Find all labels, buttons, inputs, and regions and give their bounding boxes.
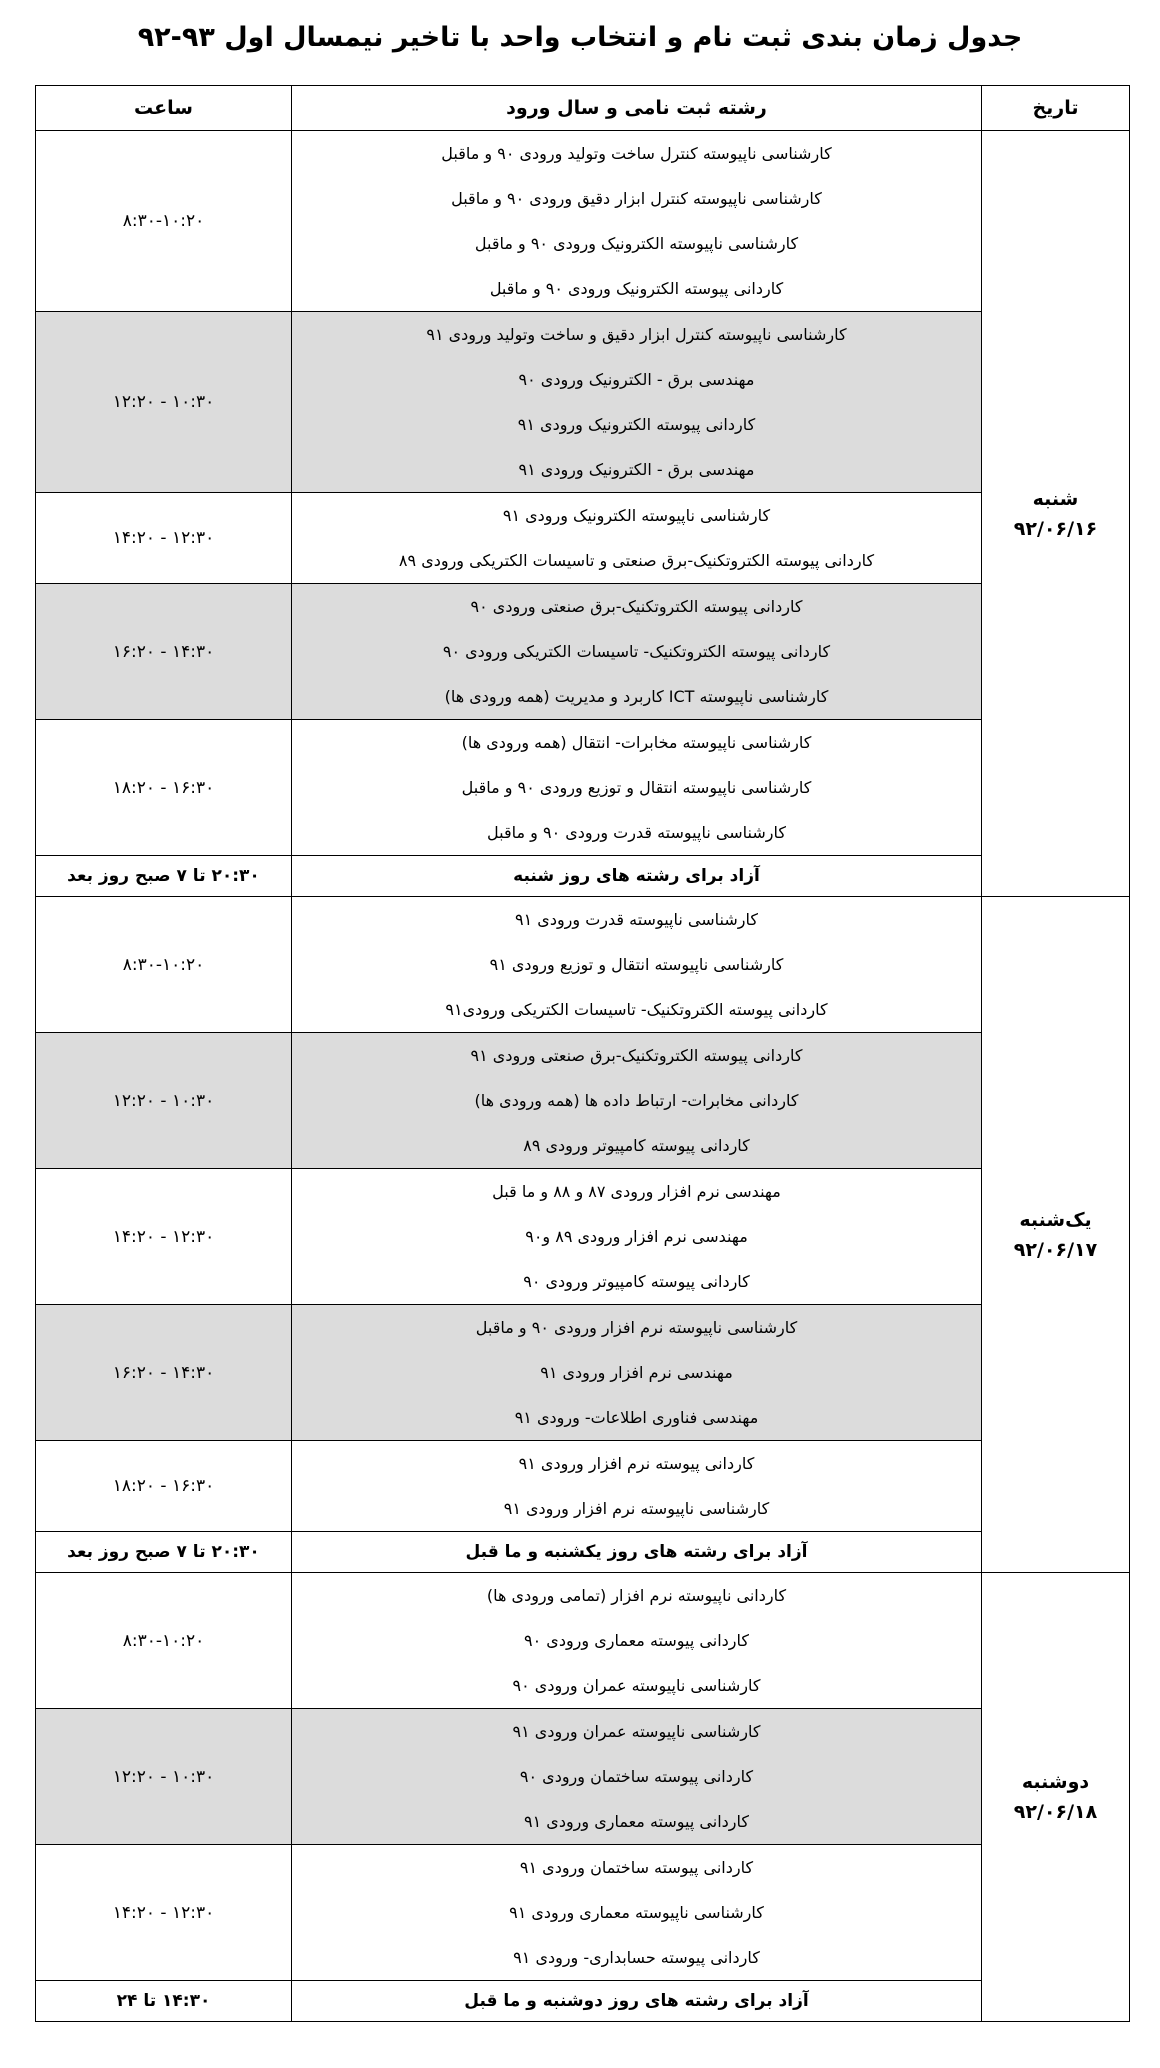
day-name: دوشنبه [1021, 1771, 1090, 1793]
field-line: مهندسی فناوری اطلاعات- ورودی ۹۱ [514, 1408, 759, 1427]
time-cell: ۱۴:۳۰ - ۱۶:۲۰ [36, 1305, 292, 1441]
time-cell: ۱۶:۳۰ - ۱۸:۲۰ [36, 720, 292, 856]
day-name: یک‌شنبه [1019, 1208, 1092, 1231]
slot-row [36, 493, 1130, 584]
schedule-body [36, 131, 1130, 2022]
slot-row [36, 1709, 1130, 1845]
fields-cell [292, 1169, 982, 1305]
slot-row [36, 1441, 1130, 1532]
field-line: کاردانی پیوسته ساختمان ورودی ۹۰ [519, 1767, 754, 1786]
day-date: ۹۲/۰۶/۱۷ [1013, 1238, 1098, 1261]
field-line: کاردانی پیوسته الکتروتکنیک- تاسیسات الکتریکی ورودی ۹۰ [442, 642, 831, 661]
fields-cell [292, 1845, 982, 1981]
field-line: کارشناسی ناپیوسته کنترل ابزار دقیق ورودی ۹۰ و ماقبل [451, 189, 822, 208]
field-line: کارشناسی ناپیوسته انتقال و توزیع ورودی ۹۰ و ماقبل [461, 778, 812, 797]
time-cell: ۱۰:۳۰ - ۱۲:۲۰ [36, 312, 292, 493]
fields-cell [292, 493, 982, 584]
field-line: کارشناسی ناپیوسته ICT کاربرد و مدیریت (همه ورودی ها) [444, 687, 829, 706]
time-cell: ۱۰:۳۰ - ۱۲:۲۰ [36, 1709, 292, 1845]
field-line: کارشناسی ناپیوسته کنترل ابزار دقیق و ساخت وتولید ورودی ۹۱ [426, 325, 847, 344]
page-title: جدول زمان بندی ثبت نام و انتخاب واحد با تاخیر نیمسال اول ۹۳-۹۲ [137, 22, 1023, 53]
field-line: کارشناسی ناپیوسته قدرت ورودی ۹۰ و ماقبل [487, 823, 786, 842]
slot-row [36, 1845, 1130, 1981]
day-name: شنبه [1032, 487, 1079, 510]
field-line: کارشناسی ناپیوسته نرم افزار ورودی ۹۱ [503, 1499, 770, 1518]
fields-cell [292, 312, 982, 493]
time-cell: ۱۲:۳۰ - ۱۴:۲۰ [36, 1845, 292, 1981]
time-cell: ۱۲:۳۰ - ۱۴:۲۰ [36, 493, 292, 584]
field-line: مهندسی نرم افزار ورودی ۹۱ [540, 1363, 733, 1382]
field-line: کارشناسی ناپیوسته کنترل ساخت وتولید ورودی ۹۰ و ماقبل [441, 144, 832, 163]
fields-cell [292, 131, 982, 312]
field-line: کارشناسی ناپیوسته الکترونیک ورودی ۹۱ [502, 506, 771, 525]
slot-row [36, 584, 1130, 720]
field-line: مهندسی برق - الکترونیک ورودی ۹۱ [518, 460, 755, 479]
header-fields: رشته ثبت نامی و سال ورود [292, 86, 982, 131]
field-line: کاردانی پیوسته الکترونیک ورودی ۹۰ و ماقبل [489, 279, 784, 298]
field-line: کاردانی پیوسته کامپیوتر ورودی ۹۰ [523, 1272, 750, 1291]
header-row [36, 86, 1130, 131]
field-line: کارشناسی ناپیوسته مخابرات- انتقال (همه ورودی ها) [461, 733, 812, 752]
free-label: آزاد برای رشته های روز یکشنبه و ما قبل [292, 1532, 982, 1573]
slot-row [36, 720, 1130, 856]
time-cell: ۱۰:۳۰ - ۱۲:۲۰ [36, 1033, 292, 1169]
slot-row [36, 1573, 1130, 1709]
fields-cell [292, 584, 982, 720]
field-line: کاردانی پیوسته نرم افزار ورودی ۹۱ [518, 1454, 755, 1473]
field-line: کاردانی پیوسته حسابداری- ورودی ۹۱ [513, 1948, 760, 1967]
field-line: کاردانی مخابرات- ارتباط داده ها (همه ورودی ها) [474, 1091, 799, 1110]
free-row [36, 1532, 1130, 1573]
free-time: ۲۰:۳۰ تا ۷ صبح روز بعد [36, 856, 292, 897]
free-time: ۱۴:۳۰ تا ۲۴ [36, 1981, 292, 2022]
free-label: آزاد برای رشته های روز دوشنبه و ما قبل [292, 1981, 982, 2022]
field-line: کارشناسی ناپیوسته عمران ورودی ۹۰ [512, 1676, 761, 1695]
schedule-table [35, 85, 1130, 2022]
field-line: کاردانی پیوسته کامپیوتر ورودی ۸۹ [523, 1136, 750, 1155]
fields-cell [292, 1573, 982, 1709]
time-cell: ۸:۳۰-۱۰:۲۰ [36, 131, 292, 312]
date-cell [982, 131, 1130, 897]
time-cell: ۱۴:۳۰ - ۱۶:۲۰ [36, 584, 292, 720]
field-line: کاردانی ناپیوسته نرم افزار (تمامی ورودی ها) [486, 1586, 787, 1605]
field-line: مهندسی برق - الکترونیک ورودی ۹۰ [518, 370, 755, 389]
field-line: کارشناسی ناپیوسته انتقال و توزیع ورودی ۹۱ [489, 955, 784, 974]
time-cell: ۸:۳۰-۱۰:۲۰ [36, 897, 292, 1033]
fields-cell [292, 1709, 982, 1845]
field-line: کاردانی پیوسته الکتروتکنیک-برق صنعتی و تاسیسات الکتریکی ورودی ۸۹ [398, 551, 875, 570]
fields-cell [292, 720, 982, 856]
field-line: کارشناسی ناپیوسته قدرت ورودی ۹۱ [515, 910, 758, 929]
time-cell: ۱۲:۳۰ - ۱۴:۲۰ [36, 1169, 292, 1305]
free-row [36, 1981, 1130, 2022]
field-line: کاردانی پیوسته معماری ورودی ۹۰ [524, 1631, 749, 1650]
slot-row [36, 1169, 1130, 1305]
field-line: کاردانی پیوسته الکتروتکنیک-برق صنعتی ورودی ۹۱ [470, 1046, 803, 1065]
slot-row [36, 1033, 1130, 1169]
field-line: کاردانی پیوسته معماری ورودی ۹۱ [524, 1812, 749, 1831]
header-date: تاریخ [982, 86, 1130, 131]
field-line: کارشناسی ناپیوسته معماری ورودی ۹۱ [509, 1903, 764, 1922]
slot-row [36, 131, 1130, 312]
day-date: ۹۲/۰۶/۱۸ [1013, 1801, 1098, 1823]
slot-row [36, 1305, 1130, 1441]
field-line: مهندسی نرم افزار ورودی ۸۹ و۹۰ [525, 1227, 748, 1246]
free-time: ۲۰:۳۰ تا ۷ صبح روز بعد [36, 1532, 292, 1573]
fields-cell [292, 897, 982, 1033]
field-line: کارشناسی ناپیوسته عمران ورودی ۹۱ [512, 1722, 761, 1741]
day-date: ۹۲/۰۶/۱۶ [1013, 517, 1098, 540]
field-line: کارشناسی ناپیوسته نرم افزار ورودی ۹۰ و ماقبل [475, 1318, 798, 1337]
field-line: کاردانی پیوسته الکتروتکنیک-برق صنعتی ورودی ۹۰ [470, 597, 803, 616]
field-line: کاردانی پیوسته ساختمان ورودی ۹۱ [519, 1858, 754, 1877]
slot-row [36, 312, 1130, 493]
fields-cell [292, 1305, 982, 1441]
time-cell: ۸:۳۰-۱۰:۲۰ [36, 1573, 292, 1709]
date-cell [982, 897, 1130, 1573]
slot-row [36, 897, 1130, 1033]
time-cell: ۱۶:۳۰ - ۱۸:۲۰ [36, 1441, 292, 1532]
free-label: آزاد برای رشته های روز شنبه [292, 856, 982, 897]
header-time: ساعت [36, 86, 292, 131]
field-line: کاردانی پیوسته الکترونیک ورودی ۹۱ [517, 415, 756, 434]
fields-cell [292, 1033, 982, 1169]
free-row [36, 856, 1130, 897]
date-cell [982, 1573, 1130, 2022]
fields-cell [292, 1441, 982, 1532]
field-line: مهندسی نرم افزار ورودی ۸۷ و ۸۸ و ما قبل [492, 1182, 781, 1201]
field-line: کاردانی پیوسته الکتروتکنیک- تاسیسات الکتریکی ورودی۹۱ [445, 1000, 828, 1019]
field-line: کارشناسی ناپیوسته الکترونیک ورودی ۹۰ و ماقبل [474, 234, 799, 253]
